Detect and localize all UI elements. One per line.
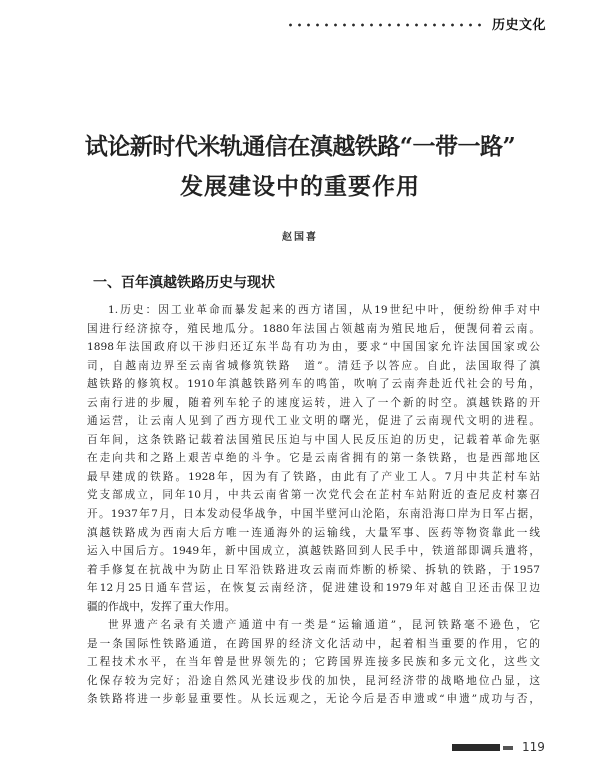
text-line: 化保存较为完好；沿途自然风光建设步伐的加快，昆河经济带的战略地位凸显，这 xyxy=(87,674,540,687)
text-line: 越铁路的修筑权。1910年滇越铁路列车的鸣笛，吹响了云南奔赴近代社会的号角， xyxy=(87,378,540,391)
article-title-line-1: 试论新时代米轨通信在滇越铁路“一带一路” xyxy=(84,133,516,160)
text-line: 开。1937年7月，日本发动侵华战争，中国半壁河山沦陷，东南沿海口岸为日军占据， xyxy=(87,508,540,521)
paragraph-1 xyxy=(87,301,540,616)
text-line: 条铁路将进一步彰显重要性。从长远观之，无论今后是否申遗或“申遗”成功与否， xyxy=(87,693,540,706)
section-label: 历史文化 xyxy=(492,18,547,33)
text-line: 云南行进的步履，随着列车轮子的速度运转，进入了一个新的时空。滇越铁路的开 xyxy=(87,396,540,409)
header-dot-leader xyxy=(286,23,482,27)
article-body xyxy=(87,301,540,709)
paragraph-2 xyxy=(87,616,540,709)
footer-bar xyxy=(452,744,500,751)
text-line: 是一条国际性铁路通道，在跨国界的经济文化活动中，起着相当重要的作用，它的 xyxy=(87,637,540,650)
text-line: 国进行经济掠夺，殖民地瓜分。1880年法国占领越南为殖民地后，便觊伺着云南。 xyxy=(87,322,540,335)
text-line: 百年间，这条铁路记载着法国殖民压迫与中国人民反压迫的历史，记载着革命先驱 xyxy=(87,433,540,446)
text-line: 最早建成的铁路。1928年，因为有了铁路，由此有了产业工人。7月中共芷村车站 xyxy=(87,470,540,483)
text-line: 在走向共和之路上艰苦卓绝的斗争。它是云南省拥有的第一条铁路，也是西部地区 xyxy=(87,452,540,465)
text-line: 通运营，让云南人见到了西方现代工业文明的曙光，促进了云南现代文明的进程。 xyxy=(87,415,540,428)
article-title-line-2: 发展建设中的重要作用 xyxy=(180,173,420,200)
text-line: 着手修复在抗战中为防止日军沿铁路进攻云南而炸断的桥梁、拆轨的铁路，于1957 xyxy=(87,563,540,576)
text-line: 1.历史：因工业革命而暴发起来的西方诸国，从19世纪中叶，便纷纷伸手对中 xyxy=(108,304,540,316)
text-line: 滇越铁路成为西南大后方唯一连通海外的运输线，大量军事、医药等物资靠此一线 xyxy=(87,526,540,539)
text-line: 运入中国后方。1949年，新中国成立，滇越铁路回到人民手中，铁道部即调兵遣将， xyxy=(87,545,540,558)
text-line: 党支部成立，同年10月，中共云南省第一次党代会在芷村车站附近的查尼皮村寨召 xyxy=(87,489,540,502)
text-line: 疆的作战中，发挥了重大作用。 xyxy=(87,600,236,613)
section-heading: 一、百年滇越铁路历史与现状 xyxy=(93,275,275,291)
footer-bar-small xyxy=(503,746,513,750)
text-line: 世界遗产名录有关遗产通道中有一类是“运输通道”，昆河铁路毫不逊色，它 xyxy=(108,619,540,632)
page-number: 119 xyxy=(522,740,545,754)
text-line: 司，自越南边界至云南省城修筑铁路 道”。清廷予以答应。自此，法国取得了滇 xyxy=(87,359,540,372)
text-line: 年12月25日通车营运，在恢复云南经济，促进建设和1979年对越自卫还击保卫边 xyxy=(87,582,540,595)
author-name: 赵国喜 xyxy=(282,232,318,243)
text-line: 工程技术水平，在当年曾是世界领先的；它跨国界连接多民族和多元文化，这些文 xyxy=(87,656,540,669)
text-line: 1898年法国政府以干涉归还辽东半岛有功为由，要求“中国国家允许法国国家或公 xyxy=(87,341,540,354)
